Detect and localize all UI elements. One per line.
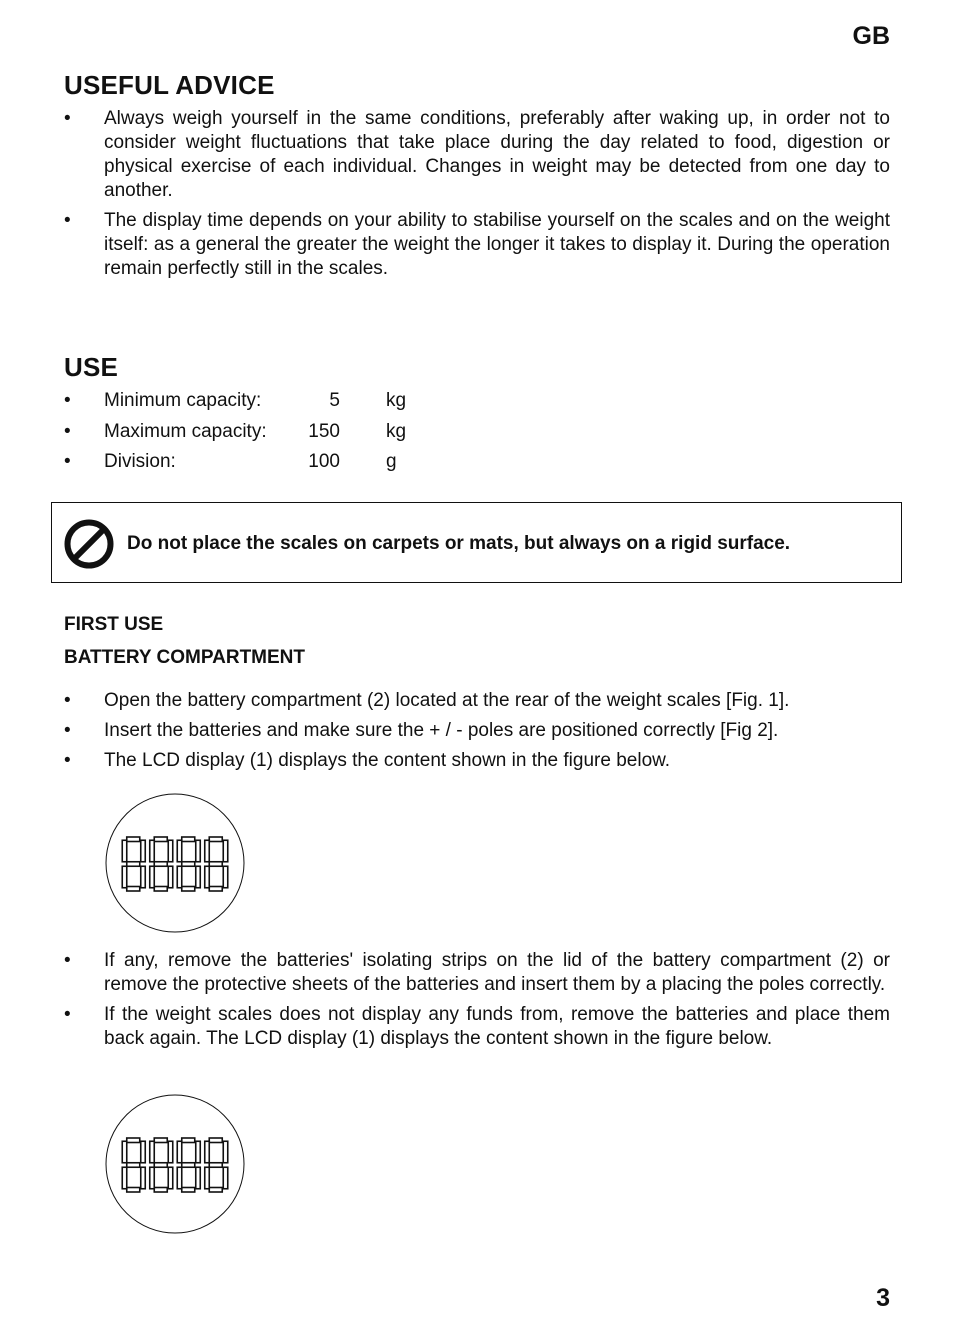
list-item-text: Always weigh yourself in the same conditions, preferably after waking up, in order not to consider weight fluctuations that take place during the day related to food, digestion or physical exercise of each individual. Changes in weight may be detected from one day to another. <box>104 108 890 201</box>
bullet-icon: • <box>64 420 71 442</box>
lcd-digit <box>205 1138 228 1192</box>
lcd-digit <box>122 1138 145 1192</box>
battery-compartment-title: BATTERY COMPARTMENT <box>64 647 306 668</box>
lcd-digit <box>177 837 200 891</box>
list-item <box>64 1003 890 1051</box>
bullet-icon: • <box>64 690 71 711</box>
spec-value: 100 <box>308 451 340 472</box>
list-item <box>64 209 890 281</box>
lcd-digit <box>205 837 228 891</box>
bullet-icon: • <box>64 720 71 741</box>
spec-label: Minimum capacity: <box>104 390 262 411</box>
first-use-title: FIRST USE <box>64 614 164 635</box>
lcd-digit <box>150 1138 173 1192</box>
bullet-icon: • <box>64 108 71 129</box>
warning-text: Do not place the scales on carpets or mats, but always on a rigid surface. <box>127 533 791 554</box>
lcd-display-icon <box>105 1094 245 1234</box>
list-item <box>64 749 890 773</box>
list-item <box>64 949 890 997</box>
lcd-digit <box>122 837 145 891</box>
spec-label: Division: <box>104 451 176 472</box>
lcd-digit <box>177 1138 200 1192</box>
list-item-text: The display time depends on your ability to stabilise yourself on the scales and on the weight itself: as a general the greater the weight the longer it takes to display it. During the operation remain perfectly still in the scales. <box>104 210 890 279</box>
list-item <box>64 719 890 743</box>
list-item-text: Insert the batteries and make sure the + / - poles are positioned correctly [Fig 2]. <box>104 720 779 741</box>
language-code: GB <box>852 22 890 50</box>
prohibited-icon <box>63 518 115 570</box>
list-item <box>64 107 890 203</box>
lcd-display-icon <box>105 793 245 933</box>
bullet-icon: • <box>64 1004 71 1025</box>
useful-advice-title: USEFUL ADVICE <box>64 70 275 100</box>
use-title: USE <box>64 352 119 382</box>
list-item-text: Open the battery compartment (2) located at the rear of the weight scales [Fig. 1]. <box>104 690 790 711</box>
warning-box <box>51 502 902 583</box>
spec-value: 5 <box>329 390 340 411</box>
spec-value: 150 <box>308 420 340 442</box>
list-item-text: If the weight scales does not display any funds from, remove the batteries and place them back again. The LCD display (1) displays the content shown in the figure below. <box>104 1004 890 1049</box>
bullet-icon: • <box>64 750 71 771</box>
spec-unit: kg <box>386 420 407 442</box>
useful-advice-list <box>64 107 890 287</box>
battery-steps-list <box>64 689 890 779</box>
bullet-icon: • <box>64 950 71 971</box>
lcd-digit <box>150 837 173 891</box>
spec-unit: g <box>386 451 397 472</box>
bullet-icon: • <box>64 390 71 411</box>
list-item-text: The LCD display (1) displays the content shown in the figure below. <box>104 750 671 771</box>
spec-unit: kg <box>386 390 407 411</box>
bullet-icon: • <box>64 210 71 231</box>
spec-label: Maximum capacity: <box>104 420 267 442</box>
list-item-text: If any, remove the batteries' isolating strips on the lid of the battery compartment (2) or remove the protective sheets of the batteries and insert them by a placing the poles correctly. <box>104 950 890 995</box>
battery-notes-list <box>64 949 890 1057</box>
bullet-icon: • <box>64 451 71 472</box>
list-item <box>64 689 890 713</box>
page-number: 3 <box>876 1284 890 1312</box>
